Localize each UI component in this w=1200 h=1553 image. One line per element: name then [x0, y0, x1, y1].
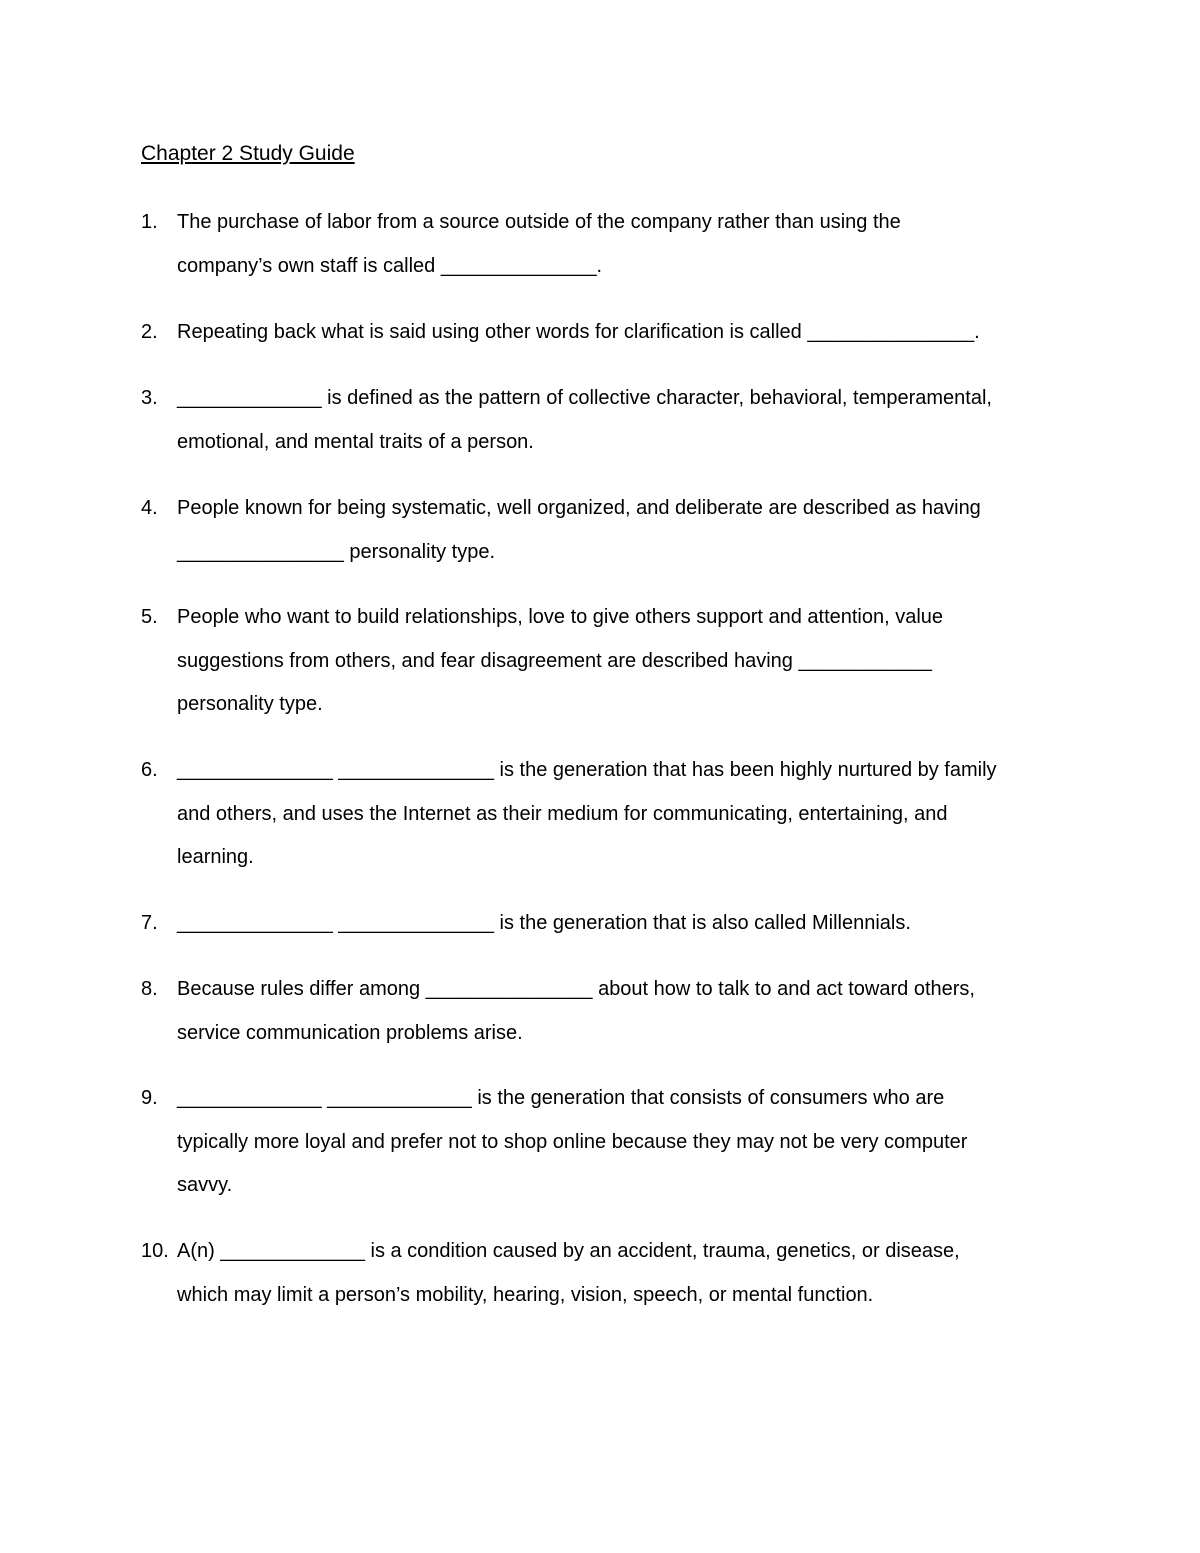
question-6: [177, 749, 1077, 880]
question-10-line-2: which may limit a person’s mobility, hearing, vision, speech, or mental function.: [177, 1283, 874, 1306]
question-5: [177, 596, 1077, 727]
question-7-line-1: ______________ ______________ is the generation that is also called Millennials.: [177, 912, 911, 934]
question-4-line-2: _______________ personality type.: [177, 540, 496, 563]
question-3-line-1: _____________ is defined as the pattern of collective character, behavioral, temperamental,: [177, 387, 992, 409]
question-9-line-2: typically more loyal and prefer not to shop online because they may not be very computer: [177, 1130, 968, 1153]
question-6-line-3: learning.: [177, 846, 254, 868]
question-number-3: 3.: [141, 387, 158, 409]
question-2: [177, 311, 1077, 355]
question-8: [177, 968, 1077, 1055]
question-number-10: 10.: [141, 1240, 169, 1262]
question-10: [177, 1230, 1077, 1317]
question-5-line-2: suggestions from others, and fear disagreement are described having ____________: [177, 649, 932, 672]
question-number-8: 8.: [141, 978, 158, 1000]
question-2-line-1: Repeating back what is said using other words for clarification is called _______________.: [177, 321, 980, 343]
question-5-line-1: People who want to build relationships, love to give others support and attention, value: [177, 606, 944, 628]
question-5-line-3: personality type.: [177, 693, 323, 715]
question-number-6: 6.: [141, 759, 158, 781]
question-7: [177, 902, 1077, 946]
question-3-line-2: emotional, and mental traits of a person.: [177, 430, 534, 453]
question-number-2: 2.: [141, 321, 158, 343]
question-4-line-1: People known for being systematic, well organized, and deliberate are described as having: [177, 497, 981, 519]
question-number-1: 1.: [141, 211, 158, 233]
question-6-line-1: ______________ ______________ is the generation that has been highly nurtured by family: [177, 759, 997, 781]
question-4: [177, 487, 1077, 574]
question-8-line-1: Because rules differ among _______________ about how to talk to and act toward others,: [177, 978, 975, 1000]
question-6-line-2: and others, and uses the Internet as their medium for communicating, entertaining, and: [177, 802, 948, 825]
question-8-line-2: service communication problems arise.: [177, 1021, 523, 1044]
question-1-line-1: The purchase of labor from a source outside of the company rather than using the: [177, 211, 901, 233]
question-number-7: 7.: [141, 912, 158, 934]
document-title: Chapter 2 Study Guide: [141, 142, 355, 165]
question-number-4: 4.: [141, 497, 158, 519]
question-9: [177, 1077, 1077, 1208]
question-number-9: 9.: [141, 1087, 158, 1109]
question-number-5: 5.: [141, 606, 158, 628]
question-9-line-1: _____________ _____________ is the generation that consists of consumers who are: [177, 1087, 945, 1109]
question-3: [177, 377, 1077, 464]
question-1: [177, 201, 1077, 288]
question-1-line-2: company’s own staff is called ______________.: [177, 254, 603, 277]
question-10-line-1: A(n) _____________ is a condition caused by an accident, trauma, genetics, or disease,: [177, 1240, 960, 1262]
question-9-line-3: savvy.: [177, 1174, 233, 1196]
